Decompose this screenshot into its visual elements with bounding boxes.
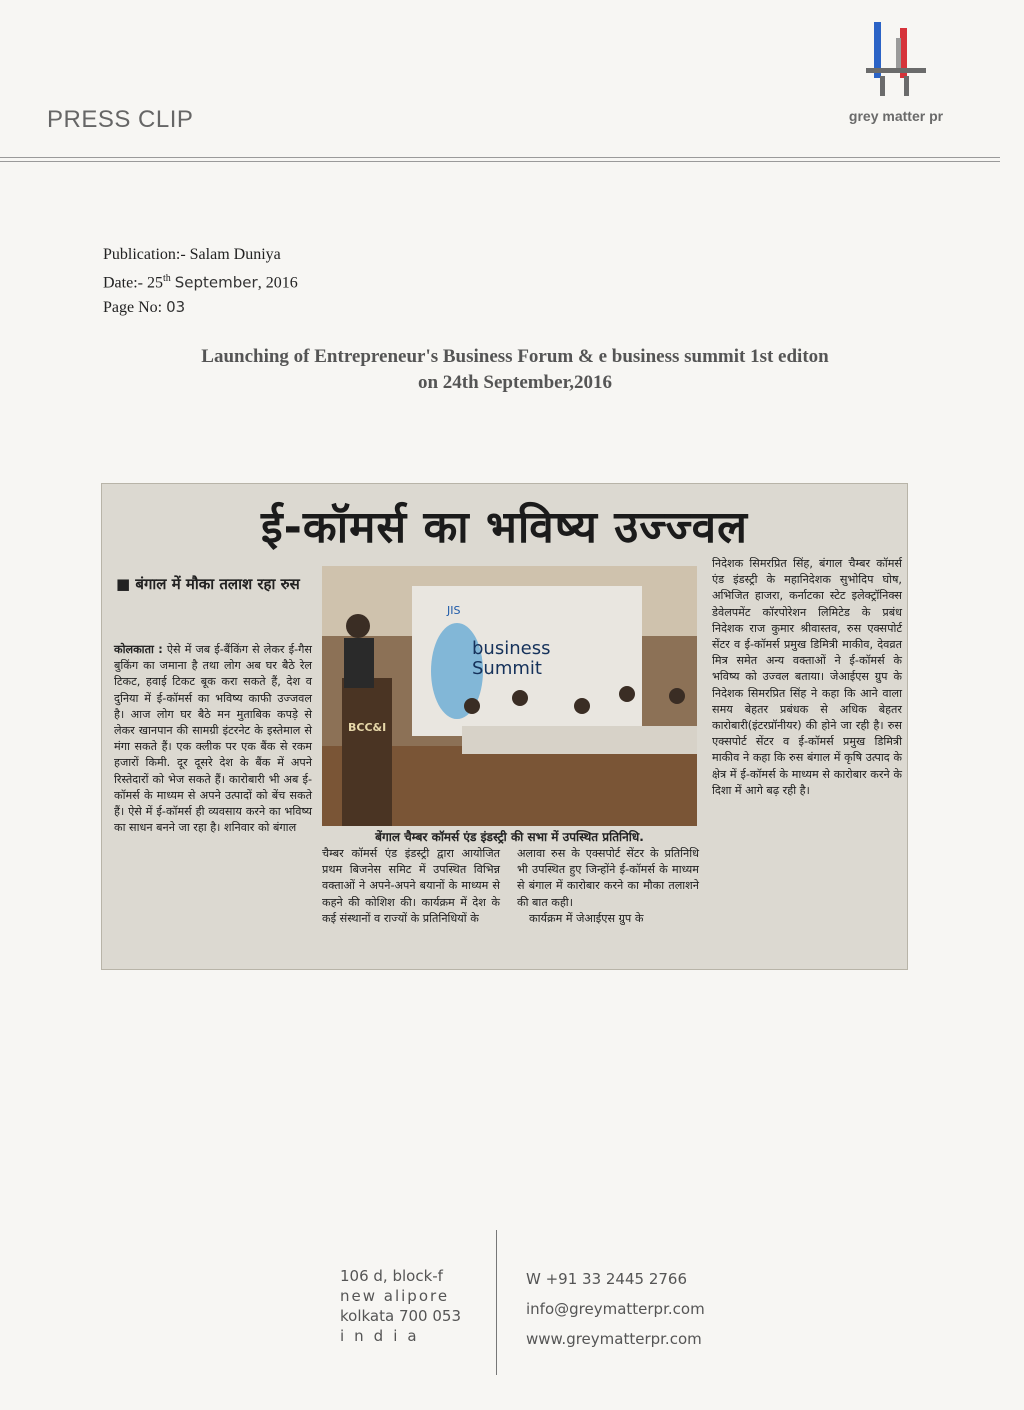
page-label: Page No:: [103, 299, 163, 317]
article-column-4: निदेशक सिमरप्रित सिंह, बंगाल चैम्बर कॉमर्स एंड इंडस्ट्री के महानिदेशक सुभोदिप घोष, अभिजित हाजरा, कर्नाटका स्टेट इलेक्ट्रॉनिक्स डेवेलपमेंट कॉरपोरेशन लिमिटेड के प्रबंध निदेशक राज कुमार श्रीवास्तव, रुस एक्सपोर्ट सेंटर व ई-कॉमर्स प्रमुख डिमित्री माकीव, देवव्रत मित्र समेत अन्य वक्ताओं ने ई-कॉमर्स के भविष्य को उज्वल बताया। जेआईएस ग्रुप के निदेशक सिमरप्रित सिंह ने कहा कि आने वाला समय बेहतर प्रबंधक से अधिक बेहतर कारोबारी(इंटरप्रॉनीयर) की होने जा रही है। रुस एक्सपोर्ट सेंटर व ई-कॉमर्स प्रमुख डिमित्री माकीव ने कहा कि रुस बंगाल में कृषि उत्पाद के क्षेत्र में ई-कॉमर्स के माध्यम से कारोबार करने के दिशा में आगे बढ़ रही है।: [712, 557, 902, 797]
headline-line-1: Launching of Entrepreneur's Business Forum & e business summit 1st editon: [201, 346, 829, 367]
bullet-icon: ■: [116, 575, 136, 593]
column-3-paragraph-1: अलावा रुस के एक्सपोर्ट सेंटर के प्रतिनिधि भी उपस्थित हुए जिन्होंने ई-कॉमर्स के माध्यम से बंगाल में कारोबार करने का मौका तलाशने की बात कही।: [517, 847, 699, 909]
address-line-2: new alipore: [340, 1287, 450, 1305]
brand-name: grey matter pr: [848, 108, 944, 124]
article-column-1: [114, 642, 312, 836]
address-line-1: 106 d, block-f: [340, 1267, 443, 1285]
newspaper-clipping: [101, 483, 908, 970]
date-label: Date:-: [103, 274, 143, 292]
date-day: 25: [146, 274, 163, 292]
article-column-3: [517, 846, 699, 927]
address-line-4: india: [340, 1327, 427, 1345]
clipping-title: ई-कॉमर्स का भविष्य उज्ज्वल: [261, 502, 748, 553]
header-divider: [0, 157, 1000, 158]
headline-line-2: on 24th September,2016: [417, 372, 613, 393]
footer-phone: W +91 33 2445 2766: [526, 1270, 687, 1288]
column-3-paragraph-2: कार्यक्रम में जेआईएस ग्रुप के: [529, 911, 644, 925]
press-clip-label: PRESS CLIP: [47, 106, 194, 133]
publication-label: Publication:-: [103, 246, 186, 263]
header-divider-secondary: [0, 161, 1000, 162]
subhead-text: बंगाल में मौका तलाश रहा रुस: [135, 575, 300, 593]
page-row: [103, 295, 298, 320]
photo-banner-business: business: [472, 638, 551, 659]
date-year: , 2016: [257, 274, 298, 292]
article-column-2: चैम्बर कॉमर्स एंड इंडस्ट्री द्वारा आयोजित प्रथम बिजनेस समिट में उपस्थित विभिन्न वक्ताओं ने अपने-अपने बयानों के माध्यम से कहने की कोशिश की। कार्यक्रम में देश के कई संस्थानों व राज्यों के प्रतिनिधियों के: [322, 847, 500, 925]
grey-matter-logo-icon: [866, 18, 926, 96]
photo-podium-text: BCC&I: [348, 721, 387, 734]
date-suffix: th: [162, 273, 171, 284]
page-value: 03: [166, 298, 186, 317]
brand-logo: [836, 18, 956, 128]
photo-caption: बेंगाल चैम्बर कॉमर्स एंड इंडस्ट्री की सभा में उपस्थित प्रतिनिधि.: [375, 830, 644, 844]
publication-meta: [103, 243, 298, 320]
dateline: कोलकाता :: [114, 643, 163, 656]
clipping-subhead: [116, 572, 306, 596]
date-row: [103, 267, 298, 295]
event-photo-graphic: [322, 566, 697, 826]
column-1-text: ऐसे में जब ई-बैंकिंग से लेकर ई-गैस बुकिंग का जमाना है तथा लोग अब घर बैठे रेल टिकट, हवाई टिकट बूक करा सकते हैं, देश व दुनिया में ई-कॉमर्स का भविष्य काफी उज्जवल है। आज लोग घर बैठे मन मुताबिक कपड़े से लेकर खानपान की सामग्री इंटरनेट के इस्तेमाल से मंगा सकते हैं। एक क्लीक पर एक बैंक से रकम हजारों किमी. दूर दूसरे देश के बैंक में अपने रिस्तेदारों को भेज सकते हैं। कारोबारी भी अब ई-कॉमर्स के माध्यम से अपने उत्पादों को बेंच सकते हैं। ऐसे में ई-कॉमर्स ही व्यवसाय करने का भविष्य का साधन बनने जा रहा है। शनिवार को बंगाल: [114, 643, 312, 835]
photo-banner-summit: Summit: [472, 658, 542, 679]
footer-email[interactable]: info@greymatterpr.com: [526, 1300, 705, 1318]
footer-divider: [496, 1230, 497, 1375]
publication-value: Salam Duniya: [189, 246, 281, 263]
clip-headline: [90, 344, 940, 396]
footer-website[interactable]: www.greymatterpr.com: [526, 1330, 702, 1348]
footer-contact: [526, 1264, 705, 1354]
footer-address: [340, 1266, 461, 1346]
event-photo: [322, 566, 697, 826]
date-month: September: [174, 273, 258, 292]
address-line-3: kolkata 700 053: [340, 1307, 461, 1325]
publication-row: [103, 243, 298, 267]
photo-logo-jis: JIS: [447, 604, 461, 617]
